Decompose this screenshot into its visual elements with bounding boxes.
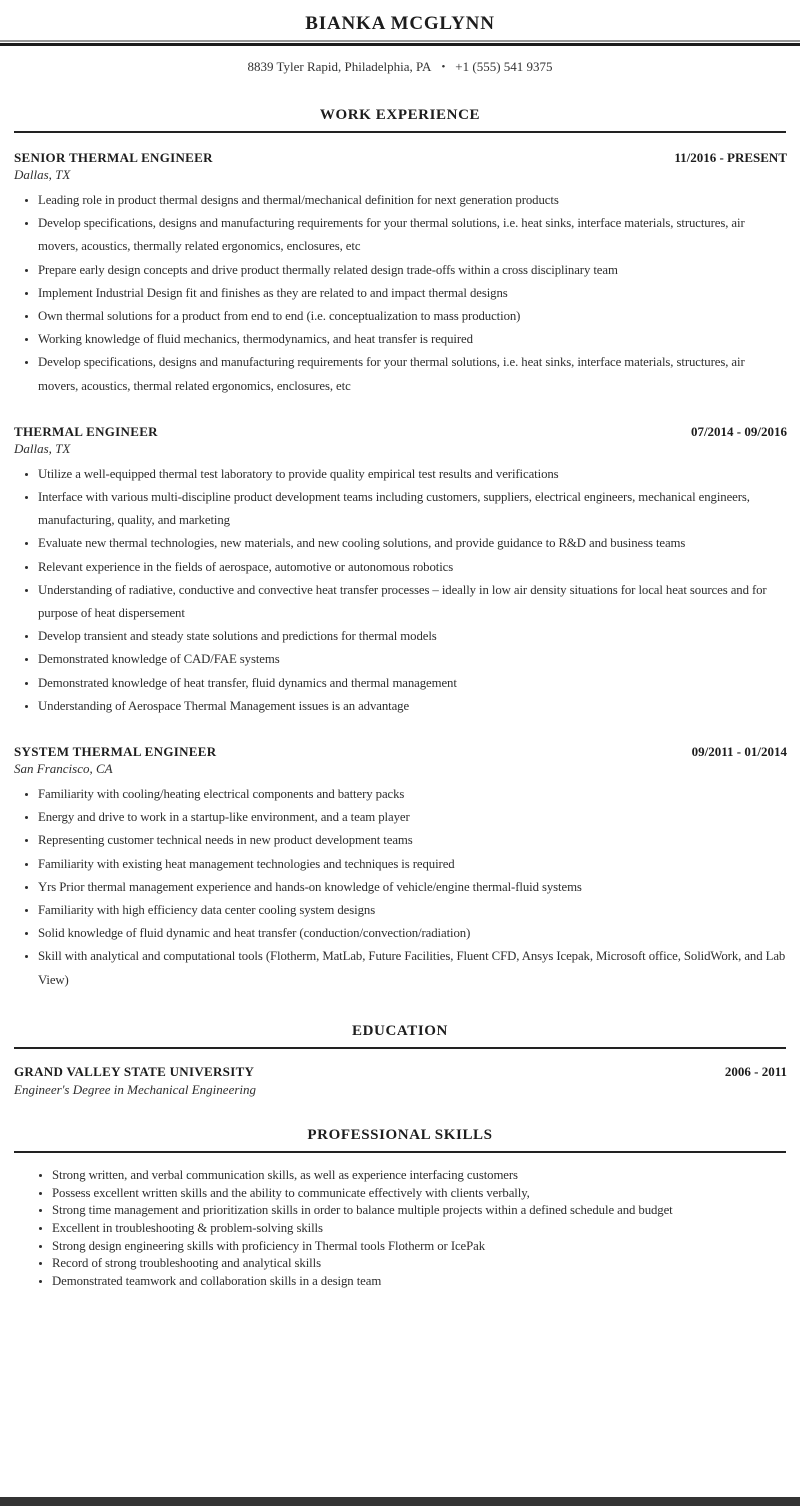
header-double-rule bbox=[0, 40, 800, 46]
bullet-item: • Representing customer technical needs in new product development teams bbox=[38, 829, 787, 852]
job-title: SENIOR THERMAL ENGINEER bbox=[14, 150, 213, 165]
degree-name: Engineer's Degree in Mechanical Engineering bbox=[14, 1081, 257, 1097]
header-rule-black bbox=[0, 43, 800, 46]
skills-list bbox=[14, 1167, 787, 1291]
bullet-item: • Interface with various multi-discipline product development teams including customers, suppliers, electrical engineers, mechanical engineers, manufacturing, quality, and marketing bbox=[38, 486, 787, 532]
contact-line bbox=[0, 59, 800, 76]
professional-skills-underline bbox=[14, 1151, 786, 1153]
bullet-item: • Develop specifications, designs and manufacturing requirements for your thermal solutions, i.e. heat sinks, interface materials, structures, air movers, acoustics, thermal related ergonomics, enclosures, etc bbox=[38, 351, 787, 397]
bullet-item: • Solid knowledge of fluid dynamic and heat transfer (conduction/convection/radiation) bbox=[38, 922, 787, 945]
skill-item: • Strong time management and prioritization skills in order to balance multiple projects within a defined schedule and budget bbox=[52, 1202, 787, 1220]
skill-item: • Strong design engineering skills with proficiency in Thermal tools Flotherm or IcePak bbox=[52, 1238, 787, 1256]
job-bullet-list bbox=[14, 783, 787, 992]
bullet-item: • Implement Industrial Design fit and finishes as they are related to and impact thermal designs bbox=[38, 282, 787, 305]
job-entry-senior-thermal-engineer bbox=[14, 150, 787, 398]
bullet-item: • Prepare early design concepts and drive product thermally related design trade-offs within a cross disciplinary team bbox=[38, 259, 787, 282]
job-title: THERMAL ENGINEER bbox=[14, 423, 158, 439]
job-dates: 11/2016 - PRESENT bbox=[674, 150, 787, 165]
job-dates: 07/2014 - 09/2016 bbox=[690, 423, 787, 439]
bullet-item: • Evaluate new thermal technologies, new materials, and new cooling solutions, and provide guidance to R&D and business teams bbox=[38, 532, 787, 555]
bullet-item: • Yrs Prior thermal management experience and hands-on knowledge of vehicle/engine thermal-fluid systems bbox=[38, 876, 787, 899]
job-bullet-list bbox=[14, 463, 787, 718]
bullet-item: • Skill with analytical and computational tools (Flotherm, MatLab, Future Facilities, Fluent CFD, Ansys Icepak, Microsoft office, SolidWork, and Lab View) bbox=[38, 945, 787, 991]
bullet-item: • Understanding of Aerospace Thermal Management issues is an advantage bbox=[38, 695, 787, 718]
job-location: Dallas, TX bbox=[14, 167, 71, 182]
job-dates: 09/2011 - 01/2014 bbox=[691, 744, 787, 760]
bullet-item: • Energy and drive to work in a startup-like environment, and a team player bbox=[38, 806, 787, 829]
bullet-item: • Understanding of radiative, conductive and convective heat transfer processes – ideally in low air density situations for local heat sources and for purpose of heat dispersement bbox=[38, 579, 787, 625]
education-entry bbox=[14, 1064, 787, 1098]
contact-address: 8839 Tyler Rapid, Philadelphia, PA bbox=[247, 59, 432, 74]
job-location: Dallas, TX bbox=[14, 440, 71, 456]
bullet-item: • Develop transient and steady state solutions and predictions for thermal models bbox=[38, 625, 787, 648]
work-experience-underline bbox=[14, 131, 786, 133]
professional-skills-heading: PROFESSIONAL SKILLS bbox=[307, 1126, 493, 1143]
job-header bbox=[14, 150, 787, 166]
skill-item: • Excellent in troubleshooting & problem-solving skills bbox=[52, 1220, 787, 1238]
bullet-item: • Utilize a well-equipped thermal test laboratory to provide quality empirical test results and verifications bbox=[38, 463, 787, 486]
bullet-item: • Own thermal solutions for a product from end to end (i.e. conceptualization to mass production) bbox=[38, 305, 787, 328]
bullet-item: • Leading role in product thermal designs and thermal/mechanical definition for next generation products bbox=[38, 189, 787, 212]
education-underline bbox=[14, 1047, 786, 1049]
skill-item: • Possess excellent written skills and the ability to communicate effectively with clients verbally, bbox=[52, 1185, 787, 1203]
bullet-item: • Familiarity with cooling/heating electrical components and battery packs bbox=[38, 783, 787, 806]
job-bullet-list bbox=[14, 189, 787, 398]
bullet-item: • Familiarity with high efficiency data center cooling system designs bbox=[38, 899, 787, 922]
job-title: SYSTEM THERMAL ENGINEER bbox=[14, 744, 217, 760]
bullet-item: • Demonstrated knowledge of CAD/FAE systems bbox=[38, 648, 787, 671]
education-heading: EDUCATION bbox=[352, 1022, 448, 1039]
education-header bbox=[14, 1064, 787, 1080]
job-location: San Francisco, CA bbox=[14, 761, 113, 777]
job-header bbox=[14, 744, 787, 760]
education-dates: 2006 - 2011 bbox=[724, 1063, 787, 1079]
candidate-name: BIANKA MCGLYNN bbox=[305, 13, 495, 34]
skill-item: • Demonstrated teamwork and collaboration skills in a design team bbox=[52, 1273, 787, 1291]
job-entry-system-thermal-engineer bbox=[14, 744, 787, 992]
job-header bbox=[14, 424, 787, 440]
bullet-item: • Relevant experience in the fields of aerospace, automotive or autonomous robotics bbox=[38, 556, 787, 579]
contact-separator-dot: • bbox=[441, 61, 446, 73]
bullet-item: • Develop specifications, designs and manufacturing requirements for your thermal solutions, i.e. heat sinks, interface materials, structures, air movers, acoustics, thermally related ergonomics, enclosures, etc bbox=[38, 212, 787, 258]
bullet-item: • Demonstrated knowledge of heat transfer, fluid dynamics and thermal management bbox=[38, 672, 787, 695]
work-experience-heading: WORK EXPERIENCE bbox=[319, 107, 481, 123]
bullet-item: • Working knowledge of fluid mechanics, thermodynamics, and heat transfer is required bbox=[38, 328, 787, 351]
contact-phone: +1 (555) 541 9375 bbox=[455, 59, 553, 74]
skill-item: • Record of strong troubleshooting and analytical skills bbox=[52, 1255, 787, 1273]
footer-bar bbox=[0, 1497, 800, 1506]
skill-item: • Strong written, and verbal communication skills, as well as experience interfacing customers bbox=[52, 1167, 787, 1185]
job-entry-thermal-engineer bbox=[14, 424, 787, 718]
school-name: GRAND VALLEY STATE UNIVERSITY bbox=[14, 1063, 255, 1079]
bullet-item: • Familiarity with existing heat management technologies and techniques is required bbox=[38, 853, 787, 876]
